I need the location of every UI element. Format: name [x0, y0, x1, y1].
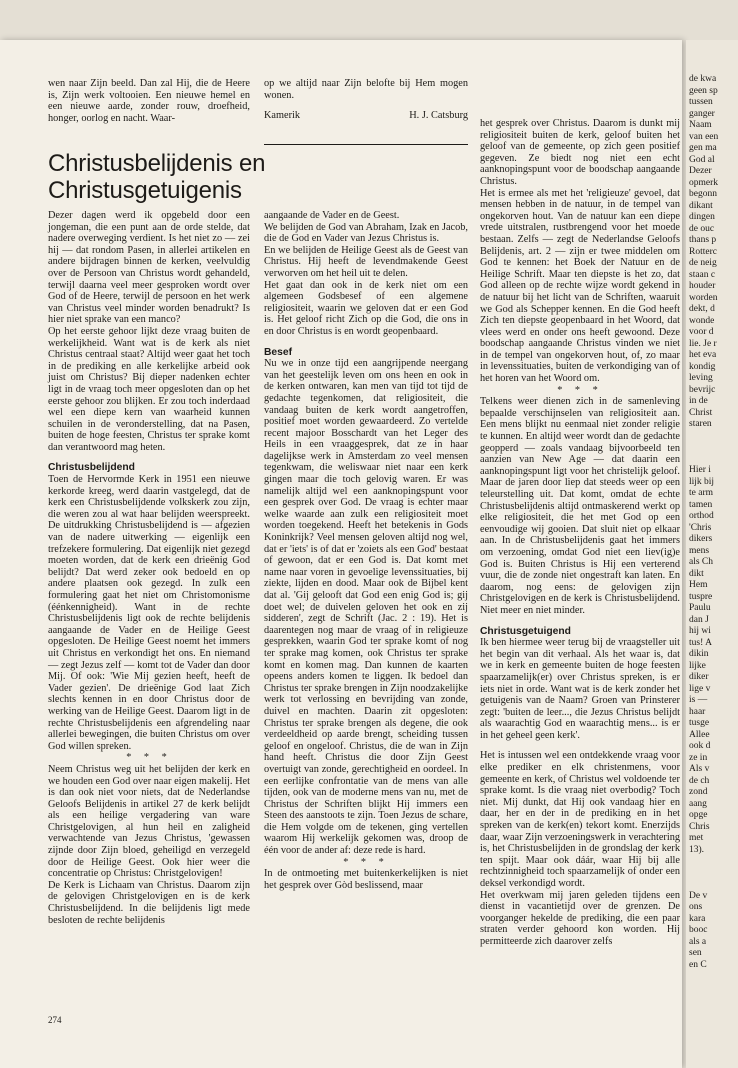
top-left-text: wen naar Zijn beeld. Dan zal Hij, die de Heere is, Zijn werk voltooien. Een nieuwe hemel en een nieuwe aarde, zonder rouw, droefheid, honger, oorlog en nacht. Waar- — [48, 78, 250, 124]
spacer — [480, 617, 680, 626]
paragraph: Het overkwam mij jaren geleden tijdens een dienst in vacantietijd over de grenzen. De voorganger hekelde de prediking, die een paar straten verder gehoord kon worden. Hij permitteerde zich daarover zelfs — [480, 889, 680, 947]
paragraph: Op het eerste gehoor lijkt deze vraag buiten de werkelijkheid. Want wat is de kerk als niet Christus centraal staat? Altijd weer gaat het toch in de prediking en alle kerkelijke arbeid ook juist om Christus? Bij dieper nadenken echter ligt in de vraag toch meer opgesloten dan op het eerste gehoor zou blijken. Er zou toch inderdaad wel een diepe kern van waarheid kunnen schuilen in de veronderstelling, dat na Pasen, buiten de hoge feesten, Christus ter sprake komt dan verantwoord mag heten. — [48, 325, 250, 453]
paragraph: het gesprek over Christus. Daarom is dunkt mij religiositeit buiten de kerk, geloof buiten het geloof van de gemeente, op zich geen positief gegeven. Ze biedt nog niet een echt aanknopingspunt voor de boodschap aangaande Christus. — [480, 118, 680, 187]
spacer — [48, 453, 250, 462]
paragraph: Toen de Hervormde Kerk in 1951 een nieuwe kerkorde kreeg, werd daarin vastgelegd, dat de kerk een Christusbelijdende volkskerk zou zijn, die weren zou al wat haar belijden weerspreekt. De uitdrukking Christusbelijdend is — afgezien van de nadere uitwerking — eigenlijk een trefzekere formulering. Dat eigenlijk niet gezegd moeten worden, dat de kerk een drieënig God belijdt? Dat werd zeker ook bedoeld en op andere plaatsen ook gezegd. In zulk een formulering gaat het niet om Christomonisme (éénkennigheid). Want in de rechte Christusbelijdenis ligt ook de rechte belijdenis aangaande de Vader en de Heilige Geest opgesloten. De Heilige Geest noemt het immers uit Christus en verkondigt het ons. En niemand — zegt Jezus zelf — komt tot de Vader dan door Mij. Of ook: 'Wie Mij gezien heeft, heeft de Vader gezien'. De drieënige God laat Zich slechts kennen in en door Christus door de werking van de Heilige Geest. Daarom ligt in de rechte Christusbelijdenis een afgrendeling naar allerlei bewegingen, die buiten Christus om over God willen spreken. — [48, 474, 250, 752]
section-heading: Christusgetuigend — [480, 625, 571, 637]
paragraph: Telkens weer dienen zich in de samenleving bepaalde verschijnselen van religiositeit aan. Een mens blijkt nu eenmaal niet zonder religie te kunnen. En altijd weer wordt dan de gedachte geopperd — zoals vandaag bijvoorbeeld ten aanzien van New Age — dat daarin een aanknopingspunt ligt voor het christelijk geloof. Maar de jaren door liep dat steeds weer op een teleurstelling uit. Dat komt, omdat de echte Christusbelijdenis altijd ontmaskerend werkt op elke religiositeit, die het met God op een eenvoudige wij gooien. Dat sluit niet op elkaar aan. In de Christusbelijdenis gaat het immers om verzoening, omdat God niet een liev(ig)e God is. Buiten Christus is Hij een verterend vuur, die de zonde niet ongestraft kan laten. En daarom, nog eens: de gelovigen zijn Christgelovigen en de kerk is Christusbelijdend. Niet meer en niet minder. — [480, 396, 680, 616]
paragraph: De Kerk is Lichaam van Christus. Daarom zijn de gelovigen Christgelovigen en is de kerk Christusbelijdend. In die belijdenis ligt mede besloten de rechte belijdenis — [48, 879, 250, 926]
spacer — [480, 741, 680, 750]
signature-rule — [264, 144, 468, 145]
top-mid-text: op we altijd naar Zijn belofte bij Hem mogen wonen. — [264, 78, 468, 101]
section-divider: * * * — [343, 856, 389, 868]
paragraph: In de ontmoeting met buitenkerkelijken is niet het gesprek over Gòd beslissend, maar — [264, 868, 468, 891]
article-title: Christusbelijdenis en Christusgetuigenis — [48, 150, 266, 204]
paragraph: We belijden de God van Abraham, Izak en Jacob, die de God en Vader van Jezus Christus is. — [264, 221, 468, 245]
signature — [264, 110, 468, 121]
paragraph: aangaande de Vader en de Geest. — [264, 210, 400, 221]
paragraph: Het gaat dan ook in de kerk niet om een algemeen Godsbesef of een algemene religiositeit, waarin we geloven dat er een God is. Het geloof richt Zich op die God, die ons in en door Christus is en wordt geopenbaard. — [264, 279, 468, 337]
facing-page-text: de kwa geen sp tussen ganger Naam van een gen ma God al Dezer opmerk begonn dikant dingen de ouc thans p Rotterc de neig staan c houder worden dekt, d wonde voor d lie. Je r het eva kondig leving bevrijc in de Christ staren Hier i lijk bij te arm tamen orthod 'Chris dikers mens als Ch dikt Hem tuspre Paulu dan J hij wi tus! A dikin lijke diker lige v is — haar tusge Allee ook d ze in Als v de ch zond aang opge Chris met 13). De v ons kara booc als a sen en C — [689, 74, 719, 970]
signature-author: H. J. Catsburg — [409, 110, 468, 121]
paragraph: Neem Christus weg uit het belijden der kerk en we houden een God over naar eigen makelij. Het is dan ook niet voor niets, dat de Nederlandse Geloofs Belijdenis in artikel 27 de kerk belijdt als een heilige vergadering van ware Christgelovigen, al hun heil en zaligheid verwachtende van Jezus Christus, 'gewassen zijnde door Zijn bloed, geheiligd en verzegeld door de Heilige Geest. Ook hier weer die concentratie op Christus: Christgelovigen! — [48, 763, 250, 880]
paragraph: Het is ermee als met het 'religieuze' gevoel, dat mensen hebben in de natuur, in de tempel van ongekorven hout. Van de natuur kan een diepe vrede uitstralen, rustbrengend voor het moede bestaan. Zelfs — zegt de Nederlandse Geloofs Belijdenis, art. 2 — zijn er twee middelen om God te kennen: het Boek der Natuur en de Heilige Schrift. Maar ten diepste is het zo, dat God alleen op de rechte wijze wordt gekend in de natuur bij het licht van de Schriften, waaruit we God als Schepper kennen. En die God heeft Zich ten diepste geopenbaard in het Woord, dat vlees werd en onder ons heeft gewoond. Deze boodschap aangaande Christus vinden we niet in de tempel van ongekorven hout, of, zo maar in levenssituaties, buiten de verkondiging van of het horen van het Woord om. — [480, 187, 680, 385]
section-heading: Christusbelijdend — [48, 462, 135, 474]
paragraph: Dezer dagen werd ik opgebeld door een jongeman, die een punt aan de orde stelde, dat nadere overweging verdient. Is het niet zo — zei hij — dat rondom Pasen, in allerlei artikelen en andere bijdragen binnen de kerken, veelvuldig over de Persoon van Christus wordt gehandeld, terwijl daarna veel meer gesproken wordt over God of de Heere, terwijl de persoon en het werk van Christus veel minder worden benadrukt? Is hier niet sprake van een manco? — [48, 210, 250, 326]
signature-place: Kamerik — [264, 110, 301, 121]
page-number: 274 — [48, 1015, 62, 1025]
spacer — [264, 338, 468, 347]
article-column-2 — [264, 210, 468, 891]
paragraph: En we belijden de Heilige Geest als de Geest van Christus. Hij heeft de levendmakende Geest verworven om het heil uit te delen. — [264, 244, 468, 279]
section-divider: * * * — [557, 384, 603, 396]
paragraph: Ik ben hiermee weer terug bij de vraagsteller uit het begin van dit verhaal. Als het waar is, dat we in kerk en gemeente buiten de hoge feesten spaarzamelijk(er) over Christus spreken, is er iets niet in orde. Want wat is de kerk zonder het getuigenis van de Naam? Groen van Prinsterer zegt: 'buiten de leer..., die Jezus Christus belijdt als waarachtig God en waarachtig mens... is er in het geheel geen kerk'. — [480, 637, 680, 741]
section-divider: * * * — [126, 752, 172, 764]
article-column-1 — [48, 210, 250, 926]
paragraph: Nu we in onze tijd een aangrijpende neergang van het geestelijk leven om ons heen en ook in de kerken ontwaren, kan men van tijd tot tijd de gedachte tegenkomen, dat religiositeit, die vandaag buiten de kerk wordt aangetroffen, positief moet worden gewaardeerd. Zo vertelde recent majoor Bosschardt van het Leger des Heils in een vraaggesprek, dat ze in haar dagelijkse werk in Amsterdam zo veel mensen tegenkwam, die weliswaar niet naar een kerk gingen maar die toch gelovig waren. Er was namelijk altijd wel een aanknopingspunt voor een gesprek over God. De vraag is echter maar welke waarde aan zulk een religiositeit moet worden toegekend. Heeft het betekenis in Gods Koninkrijk? Veel mensen geloven altijd nog wel, dat er 'iets' is of dat er 'zoiets als een God' bestaat of gewoon, dat er een God is. Dat komt met name naar voren in gevoelige levenssituaties, bij ziekte, lijden en dood. Maar ook de Bijbel kent dat al. 'Gij gelooft dat God een enig God is; gij doet wel; de duivelen geloven het ook en zij sidderen', zegt de Schrift (Jac. 2 : 19). Het is daarentegen nog maar de vraag of in religieuze gesprekken, waarin God ter sprake komt of nog ter sprake mag komen, ook Christus ter sprake komt en komen mag. Dan kunnen de kaarten opeens anders komen te liggen. Ik bedoel dan Christus ter sprake brengen in Zijn noodzakelijke werk tot verlossing en bevrijding van zonde, duivel en machten. Daarin zit opgesloten: Christus ter sprake brengen als degene, die ook verdeeldheid op aarde brengt, scheiding tussen geloof en ongeloof. Christus, die de wan in Zijn hand heeft. Christus die door Zijn Geest overtuigt van zonde, gerechtigheid en oordeel. In een eerlijke confrontatie van de mens van alle tijden, ook van de moderne mens van nu, met de Christus der Schriften blijkt Hij immers een Steen des aanstoots te zijn. Toen Jezus de schare, die Hem volgde om de tekenen, ging vertellen waarom Hij werkelijk gekomen was, droop de één voor de ander af: deze rede is hard. — [264, 358, 468, 857]
section-heading: Besef — [264, 346, 293, 358]
article-column-3 — [480, 118, 680, 948]
paragraph: Het is intussen wel een ontdekkende vraag voor elke prediker en elk christenmens, voor gemeente en kerk, of Christus wel voldoende ter sprake komt. Is die vraag niet overbodig? Toch niet. Mij dunkt, dat Hij ook vandaag hier en daar, her en der in de prediking en in het spreken van de kerk(en) tekort komt. Enerzijds daar, waar Zijn verzoeningswerk in verachtering is, het Christusbelijden in de grondslag der kerk ten spijt. Maar ook dáár, waar Hij bij alle rechtzinnigheid toch spaarzamelijk of onder een deksel verkondigd wordt. — [480, 750, 680, 889]
facing-page-edge — [686, 40, 738, 1068]
